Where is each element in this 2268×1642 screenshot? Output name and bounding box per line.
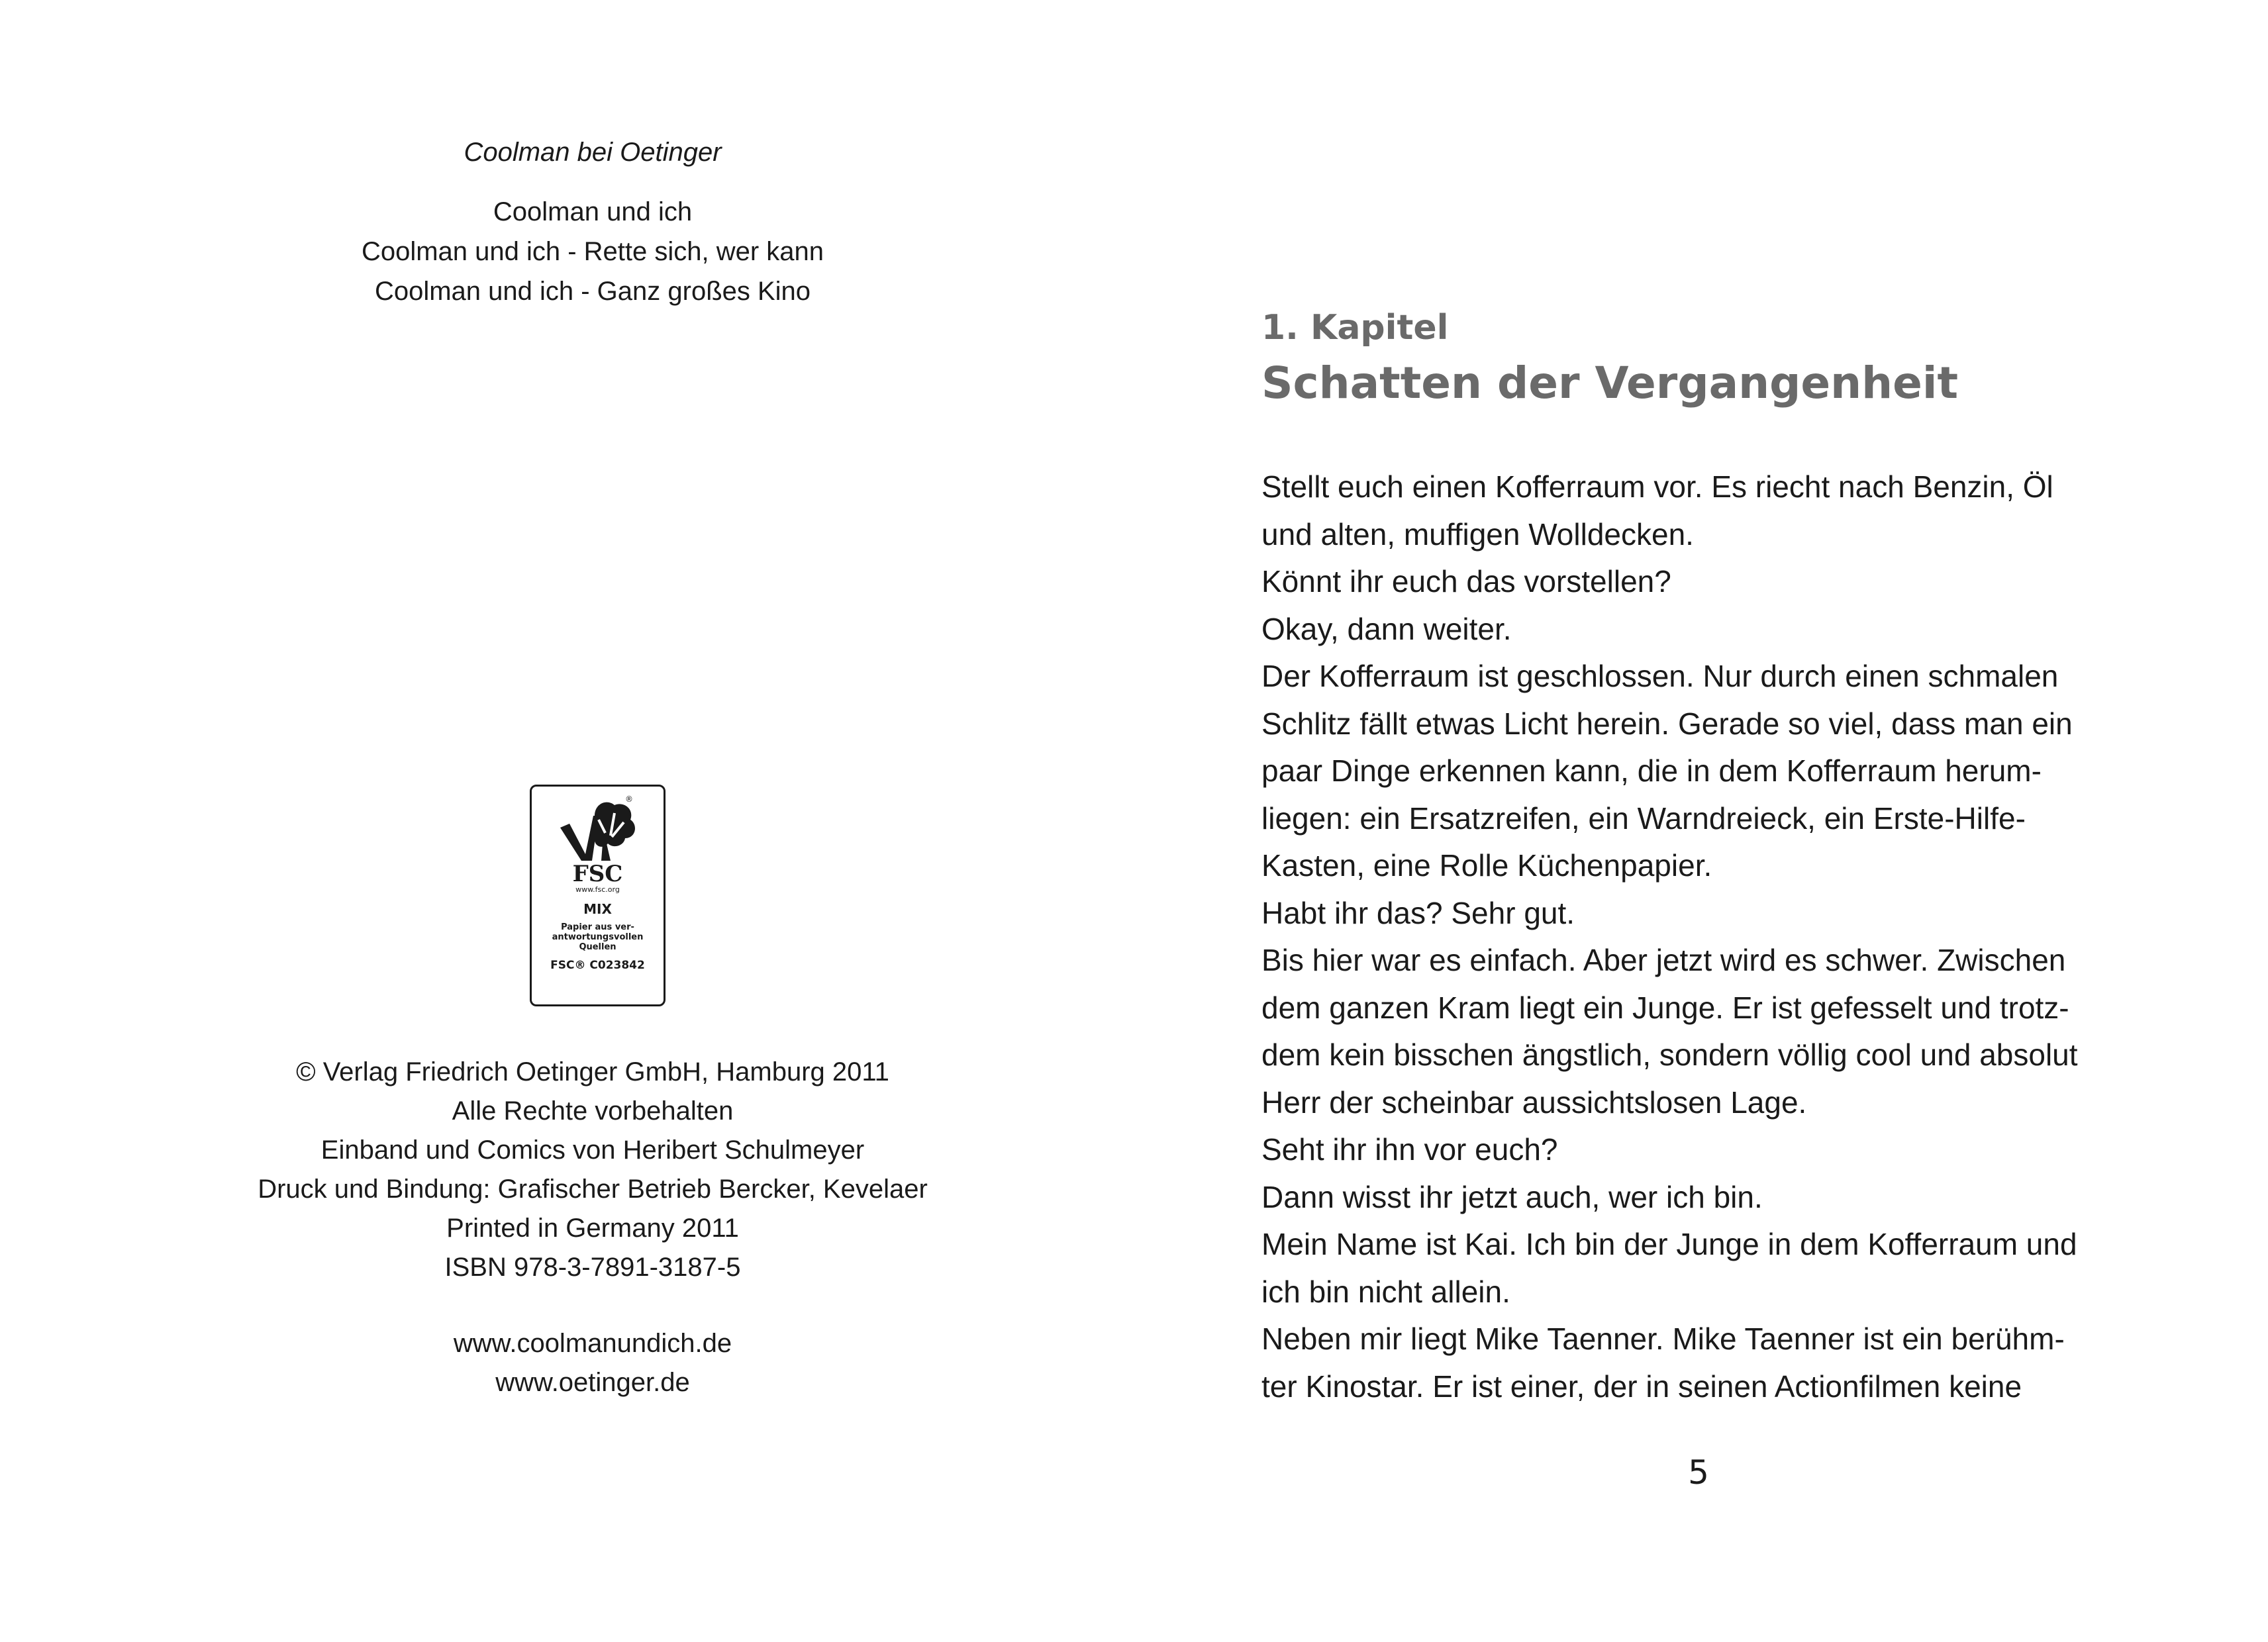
text-line: dem kein bisschen ängstlich, sondern völlig cool und absolut bbox=[1261, 1038, 2078, 1072]
page-number: 5 bbox=[1688, 1453, 1709, 1492]
text-line: ter Kinostar. Er ist einer, der in seinen Actionfilmen keine bbox=[1261, 1369, 2022, 1404]
text-line: Könnt ihr euch das vorstellen? bbox=[1261, 564, 1671, 599]
right-page bbox=[1185, 0, 2268, 1642]
text-line: dem ganzen Kram liegt ein Junge. Er ist gefesselt und trotz- bbox=[1261, 990, 2069, 1025]
imprint-block bbox=[212, 1053, 973, 1287]
fsc-wordmark: FSC bbox=[572, 861, 623, 887]
series-title-list bbox=[212, 192, 973, 311]
fsc-certification-label bbox=[530, 785, 666, 1006]
text-line: Kasten, eine Rolle Küchenpapier. bbox=[1261, 848, 1712, 883]
series-title: Coolman und ich - Rette sich, wer kann bbox=[361, 237, 824, 266]
weblink: www.oetinger.de bbox=[495, 1368, 690, 1397]
fsc-mix-label: MIX bbox=[583, 901, 612, 917]
imprint-line: Printed in Germany 2011 bbox=[446, 1214, 739, 1243]
text-line: ich bin nicht allein. bbox=[1261, 1274, 1510, 1309]
weblinks bbox=[212, 1324, 973, 1402]
imprint-line: © Verlag Friedrich Oetinger GmbH, Hamburg 2011 bbox=[296, 1057, 889, 1087]
fsc-url: www.fsc.org bbox=[575, 885, 620, 894]
text-line: paar Dinge erkennen kann, die in dem Kofferraum herum- bbox=[1261, 753, 2042, 788]
text-line: Dann wisst ihr jetzt auch, wer ich bin. bbox=[1261, 1179, 1763, 1214]
text-line: Okay, dann weiter. bbox=[1261, 611, 1512, 646]
chapter-body-text bbox=[1261, 463, 2136, 1410]
fsc-tree-icon bbox=[555, 796, 641, 865]
text-line: Neben mir liegt Mike Taenner. Mike Taenner ist ein berühm- bbox=[1261, 1322, 2065, 1356]
chapter-title: Schatten der Vergangenheit bbox=[1261, 358, 1959, 409]
imprint-line: Einband und Comics von Heribert Schulmeyer bbox=[320, 1135, 865, 1165]
series-title: Coolman und ich - Ganz großes Kino bbox=[374, 277, 811, 306]
imprint-line: Alle Rechte vorbehalten bbox=[452, 1096, 734, 1126]
text-line: Stellt euch einen Kofferraum vor. Es riecht nach Benzin, Öl bbox=[1261, 469, 2053, 504]
text-line: Der Kofferraum ist geschlossen. Nur durch einen schmalen bbox=[1261, 659, 2059, 693]
text-line: liegen: ein Ersatzreifen, ein Warndreieck, ein Erste-Hilfe- bbox=[1261, 800, 2026, 836]
text-line: Schlitz fällt etwas Licht herein. Gerade so viel, dass man ein bbox=[1261, 706, 2073, 741]
text-line: Herr der scheinbar aussichtslosen Lage. bbox=[1261, 1085, 1807, 1120]
text-line: Bis hier war es einfach. Aber jetzt wird es schwer. Zwischen bbox=[1261, 943, 2066, 977]
series-heading: Coolman bei Oetinger bbox=[464, 138, 722, 167]
imprint-line: ISBN 978-3-7891-3187-5 bbox=[444, 1253, 741, 1282]
chapter-number: 1. Kapitel bbox=[1261, 308, 1449, 348]
text-line: Mein Name ist Kai. Ich bin der Junge in dem Kofferraum und bbox=[1261, 1227, 2077, 1261]
fsc-license-code: FSC® C023842 bbox=[550, 959, 645, 972]
text-line: Habt ihr das? Sehr gut. bbox=[1261, 895, 1575, 930]
weblink: www.coolmanundich.de bbox=[453, 1329, 732, 1358]
registered-mark: ® bbox=[625, 795, 633, 804]
series-title: Coolman und ich bbox=[493, 197, 693, 226]
text-line: und alten, muffigen Wolldecken. bbox=[1261, 516, 1694, 552]
imprint-line: Druck und Bindung: Grafischer Betrieb Bercker, Kevelaer bbox=[258, 1175, 928, 1204]
fsc-description: Papier aus ver- antwortungsvollen Quellen bbox=[552, 922, 644, 952]
text-line: Seht ihr ihn vor euch? bbox=[1261, 1132, 1558, 1167]
